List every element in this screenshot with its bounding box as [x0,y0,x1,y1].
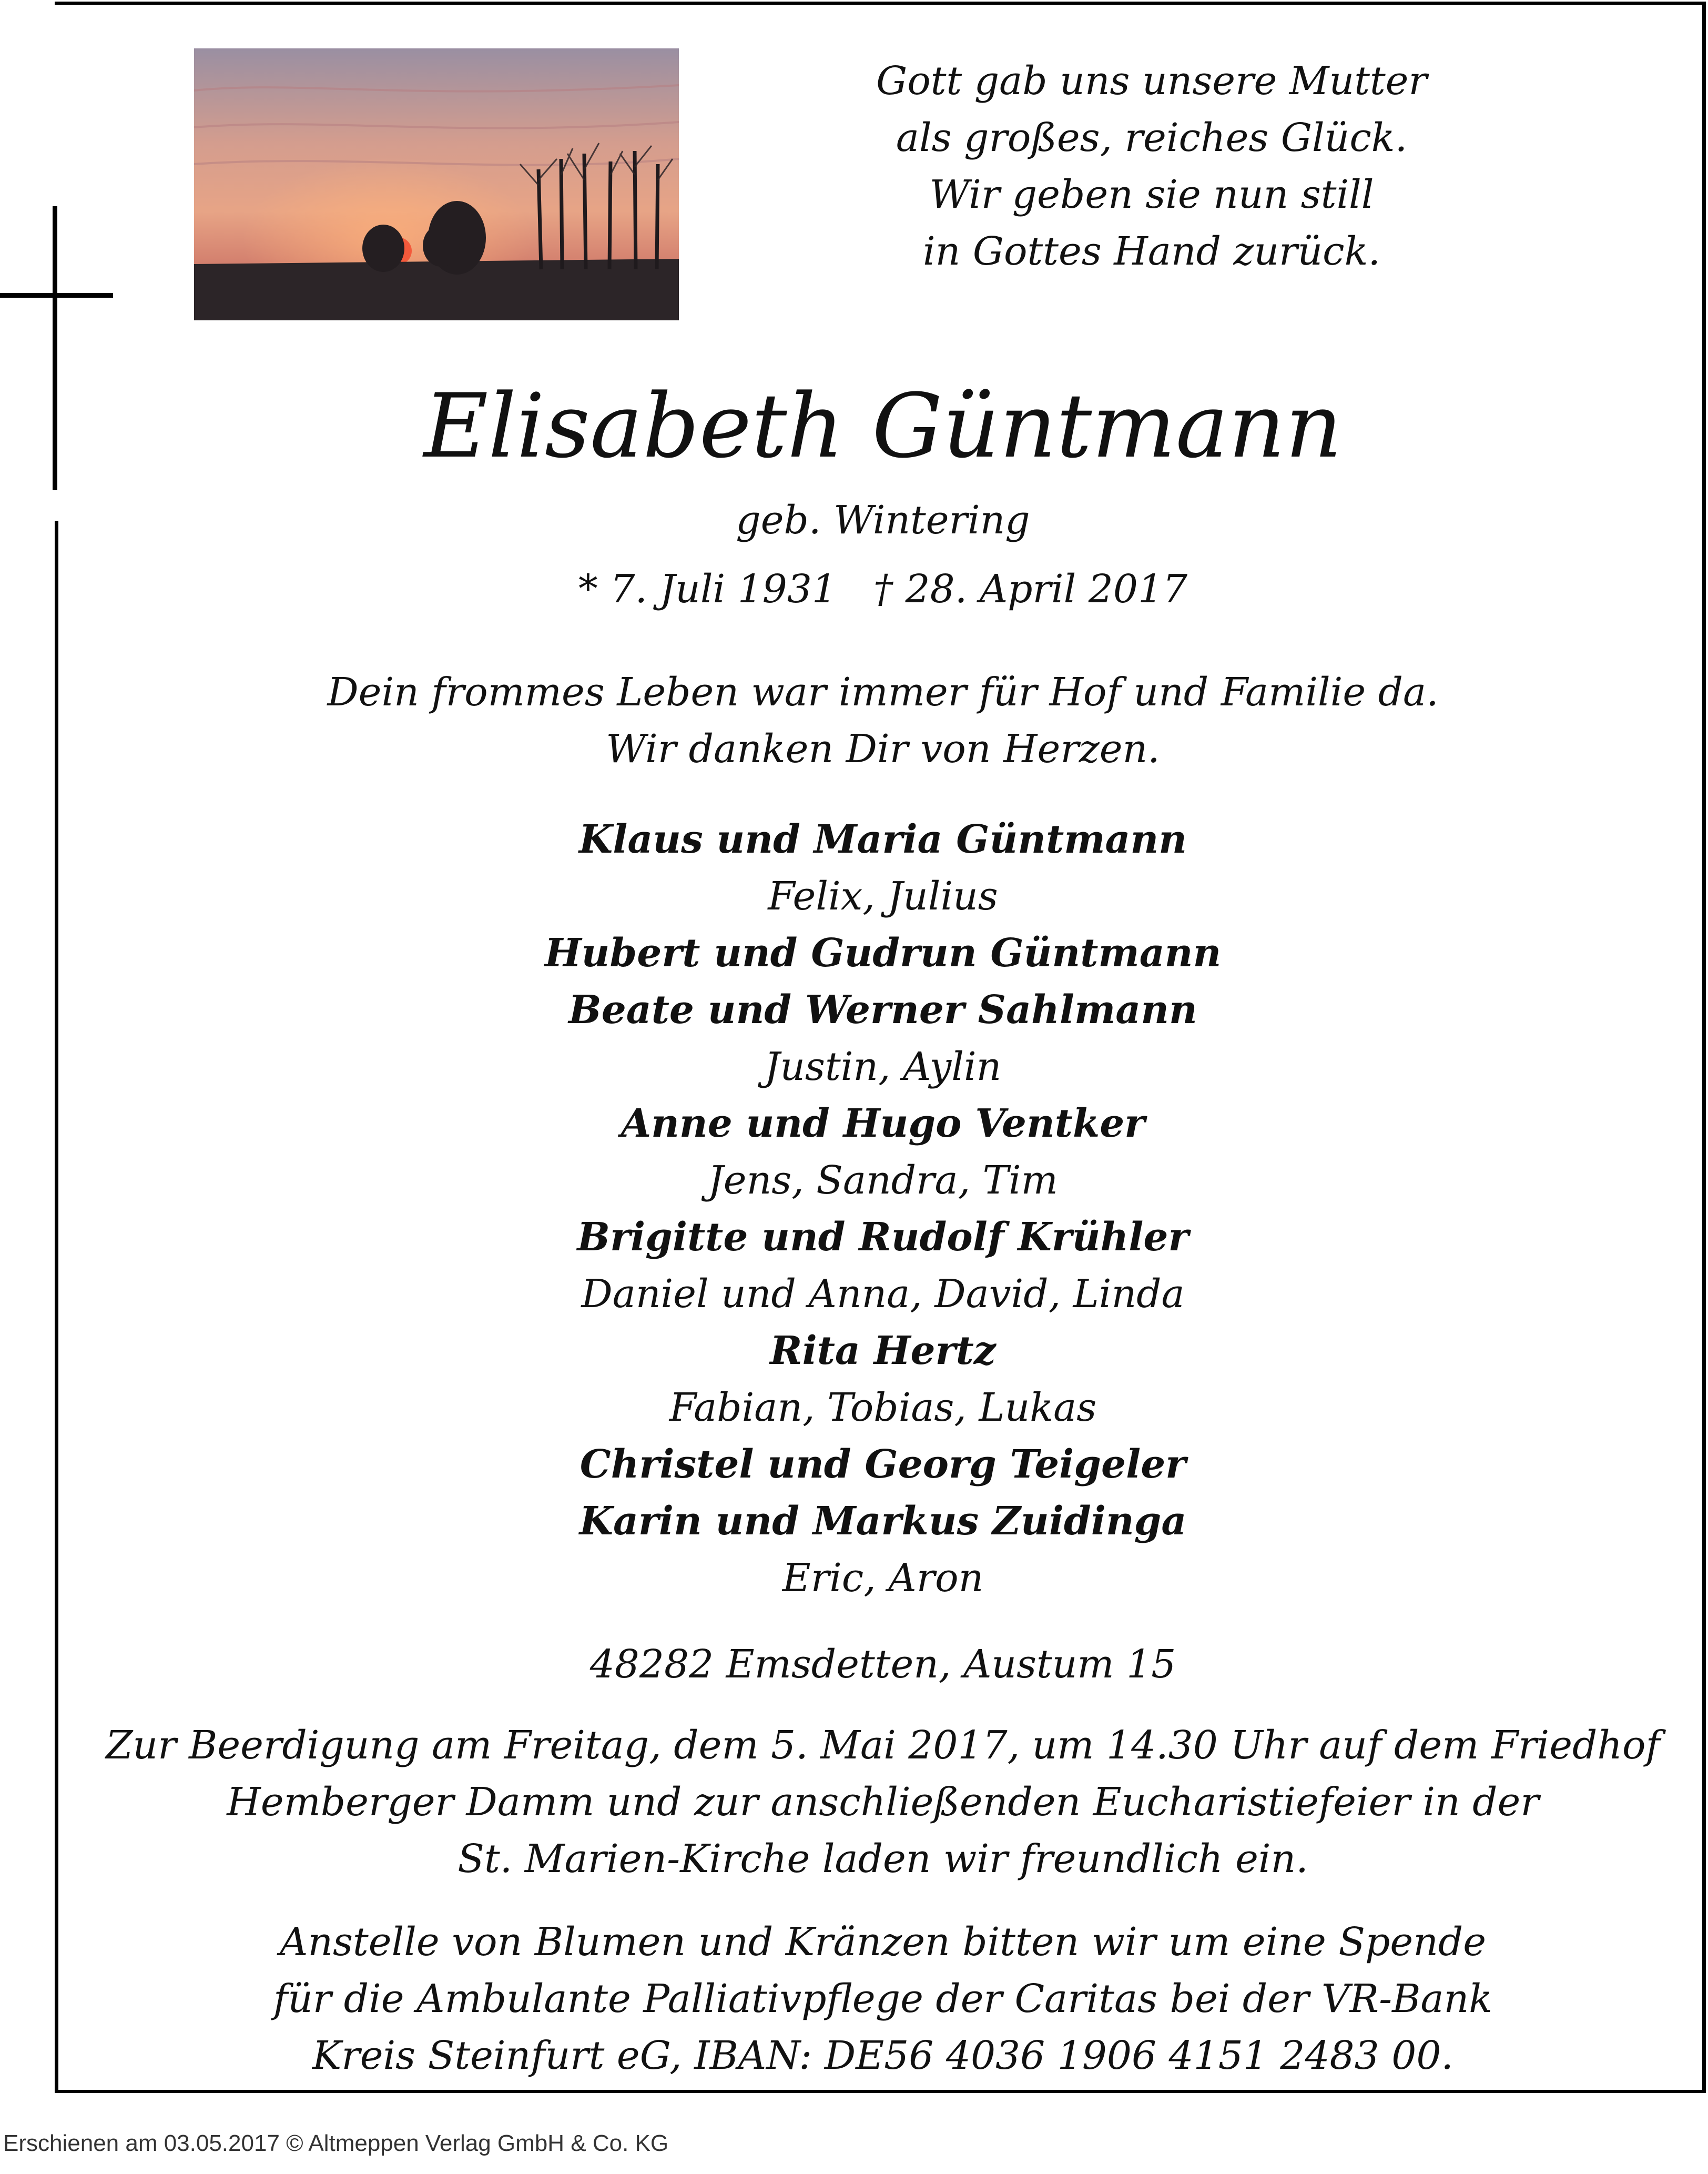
death-date: † 28. April 2017 [873,567,1188,612]
mourner-family: Christel und Georg Teigeler [580,1442,1186,1487]
poem [805,53,1499,280]
border-top [55,2,1706,5]
mourners-list [0,811,1708,1606]
tribute-line: Wir danken Dir von Herzen. [606,726,1160,772]
mourner-children: Felix, Julius [768,874,998,919]
donation-line: für die Ambulante Palliativpflege der Caritas bei der VR-Bank [273,1976,1493,2021]
deceased-name: Elisabeth Güntmann [423,375,1343,478]
mourner-family: Hubert und Gudrun Güntmann [544,931,1222,976]
mourner-family: Rita Hertz [770,1328,996,1373]
cross-icon-horizontal [0,293,113,298]
donation-line: Kreis Steinfurt eG, IBAN: DE56 4036 1906 4151 2483 00. [312,2033,1453,2078]
funeral-notice [0,1717,1708,1887]
funeral-line: Hemberger Damm und zur anschließenden Eucharistiefeier in der [227,1779,1539,1825]
poem-line: Wir geben sie nun still [929,172,1374,217]
mourner-children: Jens, Sandra, Tim [708,1158,1058,1203]
mourner-children: Fabian, Tobias, Lukas [669,1385,1097,1430]
address: 48282 Emsdetten, Austum 15 [589,1642,1176,1687]
mourner-family: Beate und Werner Sahlmann [568,987,1197,1033]
mourner-children: Justin, Aylin [764,1044,1002,1089]
donation-notice [0,1914,1708,2084]
funeral-line: St. Marien-Kirche laden wir freundlich ein. [458,1836,1308,1882]
tribute-line: Dein frommes Leben war immer für Hof und Familie da. [327,670,1439,715]
mourner-family: Brigitte und Rudolf Krühler [577,1215,1189,1260]
poem-line: als großes, reiches Glück. [896,115,1408,160]
border-bottom [55,2090,1706,2093]
poem-line: Gott gab uns unsere Mutter [876,58,1427,104]
sunset-photo [194,48,679,320]
mourner-children: Daniel und Anna, David, Linda [581,1271,1185,1317]
tribute-text [0,664,1708,777]
poem-line: in Gottes Hand zurück. [923,229,1380,274]
mourner-family: Karin und Markus Zuidinga [579,1499,1187,1544]
mourner-children: Eric, Aron [782,1555,984,1601]
maiden-name: geb. Wintering [736,498,1030,543]
mourner-family: Anne und Hugo Ventker [621,1101,1145,1146]
mourner-family: Klaus und Maria Güntmann [578,817,1187,862]
birth-date: * 7. Juli 1931 [578,567,837,612]
donation-line: Anstelle von Blumen und Kränzen bitten wir um eine Spende [279,1919,1487,1965]
funeral-line: Zur Beerdigung am Freitag, dem 5. Mai 2017, um 14.30 Uhr auf dem Friedhof [106,1723,1660,1768]
publication-footer: Erschienen am 03.05.2017 © Altmeppen Verlag GmbH & Co. KG [3,2130,669,2156]
life-dates [0,561,1708,618]
